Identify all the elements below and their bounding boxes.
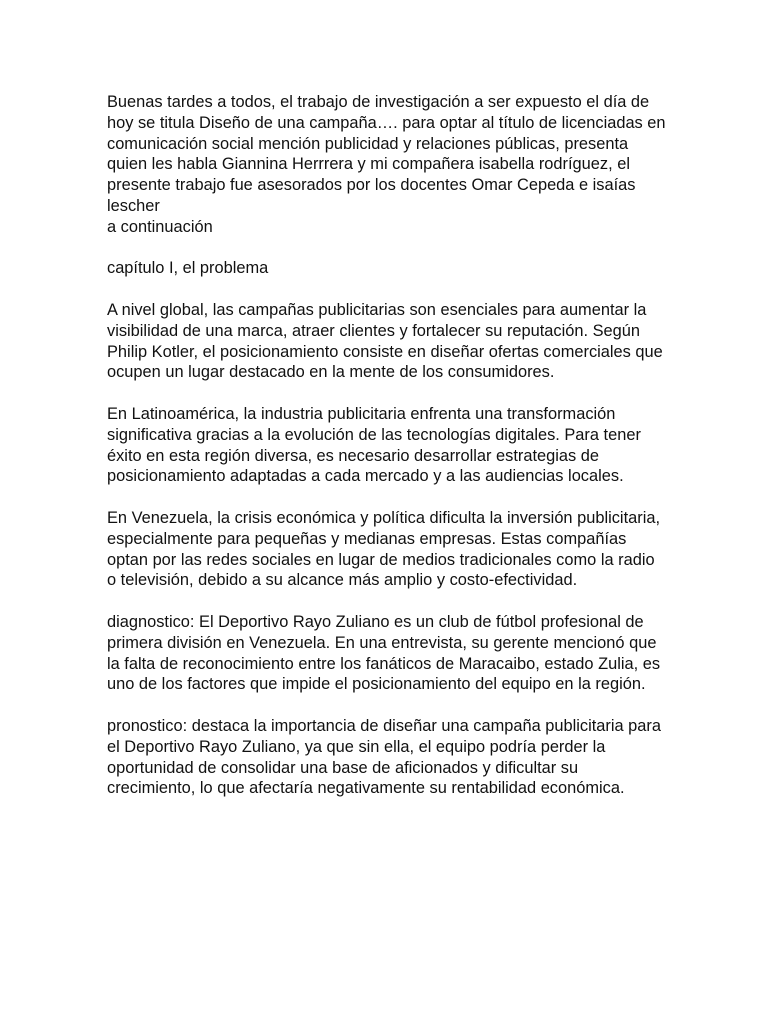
paragraph-latin-america-context: En Latinoamérica, la industria publicitaria enfrenta una transformación significativa gracias a la evolución de las tecnologías digitales. Para tener éxito en esta región diversa, es necesario desarrollar estrategias de posicionamiento adaptadas a cada mercado y a las audiencias locales. (107, 404, 641, 486)
paragraph-prognosis: pronostico: destaca la importancia de diseñar una campaña publicitaria para el Deportivo Rayo Zuliano, ya que sin ella, el equipo podría perder la oportunidad de consolidar una base de aficionados y dificultar su crecimiento, lo que afectaría negativamente su rentabilidad económica. (107, 716, 661, 798)
paragraph-venezuela-context: En Venezuela, la crisis económica y política dificulta la inversión publicitaria, especialmente para pequeñas y medianas empresas. Estas compañías optan por las redes sociales en lugar de medios tradicionales como la radio o televisión, debido a su alcance más amplio y costo-efectividad. (107, 508, 661, 590)
paragraph-diagnosis: diagnostico: El Deportivo Rayo Zuliano es un club de fútbol profesional de primera división en Venezuela. En una entrevista, su gerente mencionó que la falta de reconocimiento entre los fanáticos de Maracaibo, estado Zulia, es uno de los factores que impide el posicionamiento del equipo en la región. (107, 612, 661, 694)
document-body (107, 92, 667, 820)
section-heading-chapter-one: capítulo I, el problema (107, 259, 269, 278)
paragraph-transition: a continuación (107, 217, 213, 236)
paragraph-global-context: A nivel global, las campañas publicitarias son esenciales para aumentar la visibilidad de una marca, atraer clientes y fortalecer su reputación. Según Philip Kotler, el posicionamiento consiste en diseñar ofertas comerciales que ocupen un lugar destacado en la mente de los consumidores. (107, 300, 663, 382)
paragraph-introduction: Buenas tardes a todos, el trabajo de investigación a ser expuesto el día de hoy se titula Diseño de una campaña…. para optar al título de licenciadas en comunicación social mención publicidad y relaciones públicas, presenta quien les habla Giannina Herrrera y mi compañera isabella rodríguez, el presente trabajo fue asesorados por los docentes Omar Cepeda e isaías lescher (107, 93, 666, 215)
